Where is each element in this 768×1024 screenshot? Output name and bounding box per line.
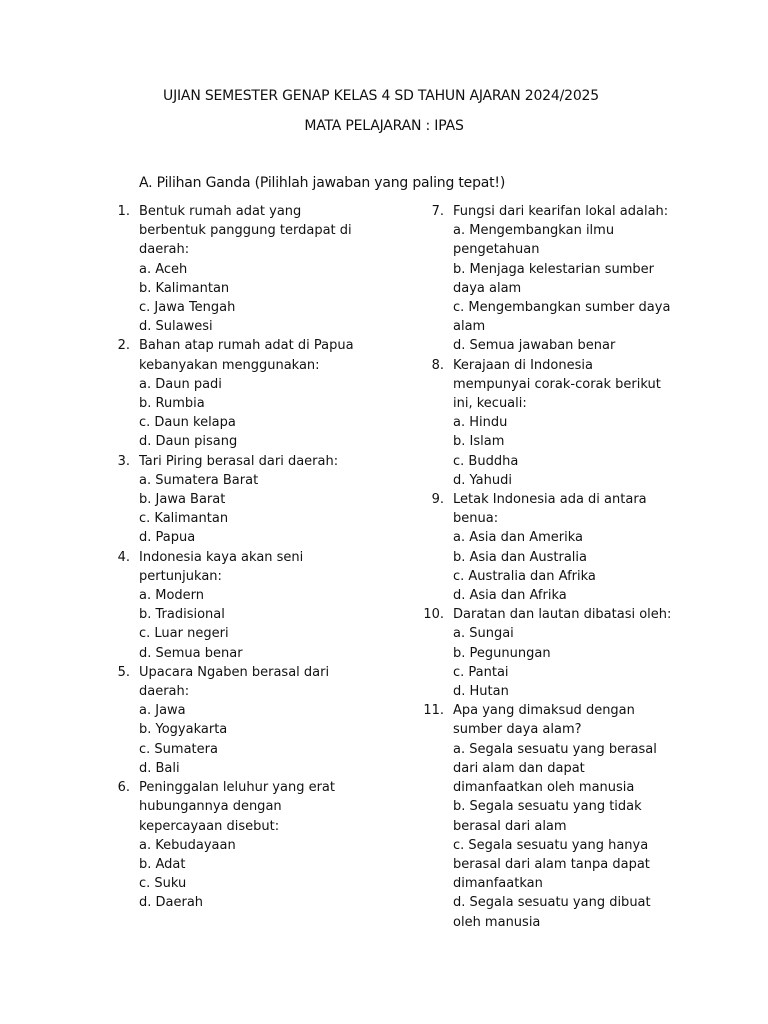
question-text: Fungsi dari kearifan lokal adalah: (453, 204, 669, 219)
answer-option: b. Tradisional (139, 607, 225, 623)
answer-option: c. Daun kelapa (139, 415, 236, 431)
answer-option: c. Suku (139, 876, 187, 892)
answer-option: a. Sungai (453, 626, 514, 642)
subject-title: MATA PELAJARAN : IPAS (304, 118, 464, 134)
question-item (422, 356, 672, 490)
section-heading: A. Pilihan Ganda (Pilihlah jawaban yang paling tepat!) (139, 175, 506, 191)
question-number: 2. (117, 338, 130, 354)
answer-option: a. Segala sesuatu yang berasal dari alam dan dapat dimanfaatkan oleh manusia (453, 741, 657, 796)
answer-option: d. Daerah (139, 895, 204, 911)
question-item (108, 336, 358, 451)
question-item (108, 778, 358, 912)
answer-option: b. Rumbia (139, 396, 205, 412)
question-item (108, 452, 358, 548)
answer-option: c. Mengembangkan sumber daya alam (453, 300, 671, 335)
question-text: Daratan dan lautan dibatasi oleh: (453, 607, 672, 623)
answer-option: c. Segala sesuatu yang hanya berasal dari alam tanpa dapat dimanfaatkan (453, 837, 650, 892)
answer-option: c. Luar negeri (139, 626, 229, 642)
answer-option: d. Segala sesuatu yang dibuat oleh manusia (453, 895, 651, 930)
left-question-column (108, 202, 358, 913)
answer-option: a. Sumatera Barat (139, 472, 259, 488)
question-number: 6. (117, 780, 130, 796)
question-text: Bahan atap rumah adat di Papua kebanyakan menggunakan: (139, 338, 354, 373)
answer-option: b. Pegunungan (453, 645, 551, 661)
answer-option: c. Kalimantan (139, 511, 229, 527)
answer-option: a. Modern (139, 588, 205, 604)
answer-option: d. Papua (139, 530, 196, 546)
question-item (422, 605, 672, 701)
question-text: Apa yang dimaksud dengan sumber daya alam? (453, 703, 635, 738)
question-number: 5. (117, 664, 130, 680)
answer-option: a. Hindu (453, 415, 508, 431)
question-text: Upacara Ngaben berasal dari daerah: (139, 664, 330, 700)
answer-option: b. Adat (139, 856, 186, 872)
answer-option: c. Pantai (453, 664, 509, 680)
question-item (422, 202, 672, 356)
answer-option: b. Kalimantan (139, 280, 230, 296)
answer-option: a. Kebudayaan (139, 837, 236, 853)
answer-option: c. Jawa Tengah (139, 300, 236, 316)
question-item (108, 663, 358, 778)
question-number: 10. (423, 607, 444, 623)
answer-option: d. Hutan (453, 684, 509, 700)
question-number: 4. (117, 549, 130, 565)
answer-option: b. Islam (453, 434, 505, 450)
answer-option: b. Yogyakarta (139, 722, 228, 738)
answer-option: d. Semua jawaban benar (453, 338, 616, 354)
question-text: Indonesia kaya akan seni pertunjukan: (139, 549, 304, 584)
answer-option: d. Daun pisang (139, 434, 238, 450)
question-item (422, 701, 672, 931)
question-number: 7. (431, 204, 444, 219)
question-text: Kerajaan di Indonesia mempunyai corak-corak berikut ini, kecuali: (453, 357, 661, 412)
answer-option: b. Asia dan Australia (453, 549, 587, 565)
answer-option: b. Jawa Barat (139, 492, 226, 508)
right-question-column (422, 202, 672, 932)
answer-option: b. Segala sesuatu yang tidak berasal dari alam (453, 799, 642, 834)
question-number: 11. (423, 703, 444, 719)
answer-option: d. Asia dan Afrika (453, 588, 567, 604)
question-item (108, 202, 358, 336)
question-text: Peninggalan leluhur yang erat hubungannya dengan kepercayaan disebut: (139, 780, 335, 834)
answer-option: d. Bali (139, 760, 180, 776)
question-item (108, 548, 358, 663)
question-number: 8. (431, 357, 444, 373)
answer-option: a. Jawa (139, 703, 186, 719)
exam-title: UJIAN SEMESTER GENAP KELAS 4 SD TAHUN AJARAN 2024/2025 (163, 88, 599, 104)
answer-option: a. Mengembangkan ilmu pengetahuan (453, 223, 615, 258)
answer-option: c. Sumatera (139, 741, 218, 757)
question-text: Tari Piring berasal dari daerah: (139, 453, 339, 469)
answer-option: c. Buddha (453, 453, 519, 469)
answer-option: d. Semua benar (139, 645, 243, 661)
answer-option: a. Asia dan Amerika (453, 530, 583, 546)
question-item (422, 490, 672, 605)
answer-option: c. Australia dan Afrika (453, 568, 596, 584)
answer-option: a. Aceh (139, 261, 188, 277)
question-text: Letak Indonesia ada di antara benua: (453, 492, 647, 527)
answer-option: a. Daun padi (139, 376, 222, 392)
answer-option: d. Sulawesi (139, 319, 213, 335)
answer-option: b. Menjaga kelestarian sumber daya alam (453, 261, 654, 296)
answer-option: d. Yahudi (453, 472, 512, 488)
question-number: 1. (117, 204, 130, 219)
question-text: Bentuk rumah adat yang berbentuk panggung terdapat di daerah: (139, 204, 352, 258)
question-number: 9. (431, 492, 444, 508)
question-number: 3. (117, 453, 130, 469)
